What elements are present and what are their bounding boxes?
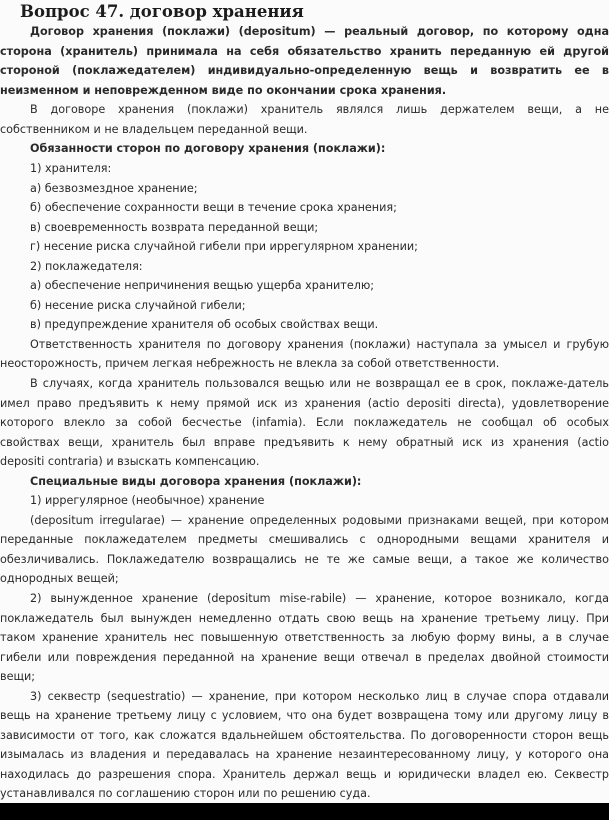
bottom-bar (0, 803, 609, 820)
paragraph-line: вещь на хранение третьему лицу с условием, что она будет возвращена тому или другому лицу в (0, 709, 609, 722)
paragraph-line: (depositum irregularae) — хранение определенных родовыми признаками вещей, при котором (30, 514, 609, 527)
paragraph-line: Договор хранения (поклажи) (depositum) — реальный договор, по которому одна (30, 25, 609, 38)
paragraph-line: Ответственность хранителя по договору хранения (поклажи) наступала за умысел и грубую (30, 338, 609, 351)
paragraph-line: 2) вынужденное хранение (depositum mise-rabile) — хранение, которое возникало, когда (30, 592, 609, 605)
list-item: б) несение риска случайной гибели; (30, 299, 246, 312)
list-item: 2) поклажедателя: (30, 260, 143, 273)
paragraph-line: поклажедатель был вынужден немедленно отдать свою вещь на хранение третьему лицу. При (0, 612, 609, 625)
list-item: 1) хранителя: (30, 162, 112, 175)
paragraph-line: изымалась из владения и передавалась на хранение незаинтересованному лицу, у которого она (0, 748, 609, 761)
paragraph-line: переданные поклажедателем предметы смешивались с однородными вещами хранителя и (0, 533, 609, 546)
paragraph-line: свойствах вещи, хранитель был вправе предъявить к нему обратный иск из хранения (actio (0, 436, 609, 449)
paragraph-line: гибели или повреждения переданной на хранение вещи отвечал в пределах двойной стоимости (0, 651, 609, 664)
paragraph-line: однородных вещей; (0, 572, 119, 585)
paragraph-line: неизменном и неповрежденном виде по окончании срока хранения. (0, 84, 447, 97)
paragraph-line: собственником и не владельцем переданной вещи. (0, 123, 308, 136)
paragraph-line: В договоре хранения (поклажи) хранитель являлся лишь держателем вещи, а не (30, 103, 609, 116)
paragraph-line: зависимости от того, как сложатся вдальнейшем обстоятельства. По договоренности сторон вещь (0, 729, 609, 742)
paragraph-line: стороной (поклажедателем) индивидуально-определенную вещь и возвратить ее в (0, 64, 609, 77)
paragraph-line: сторона (хранитель) принимала на себя обязательство хранить переданную ей другой (0, 45, 609, 58)
list-item: в) предупреждение хранителя об особых свойствах вещи. (30, 318, 379, 331)
section-heading: Обязанности сторон по договору хранения (поклажи): (30, 142, 386, 155)
paragraph-line: устанавливался по соглашению сторон или по решению суда. (0, 787, 371, 800)
page-title: Вопрос 47. договор хранения (20, 2, 304, 21)
paragraph-line: В случаях, когда хранитель пользовался вещью или не возвращал ее в срок, поклаже-датель (30, 377, 609, 390)
section-heading: Специальные виды договора хранения (поклажи): (30, 475, 362, 488)
paragraph-line: неосторожность, причем легкая небрежность не влекла за собой ответственности. (0, 357, 500, 370)
paragraph-line: которого влекло за собой бесчестье (infamia). Если поклажедатель не сообщал об особых (0, 416, 609, 429)
paragraph-line: таком хранение хранитель нес повышенную ответственность за любую форму вины, а в случае (0, 631, 609, 644)
paragraph-line: имел право предъявить к нему прямой иск из хранения (actio depositi directa), удовлетворение (0, 397, 609, 410)
list-item: а) обеспечение непричинения вещью ущерба хранителю; (30, 279, 375, 292)
list-item: 1) иррегулярное (необычное) хранение (30, 494, 265, 507)
paragraph-line: 3) секвестр (sequestratio) — хранение, при котором несколько лиц в случае спора отдавали (30, 690, 609, 703)
list-item: а) безвозмездное хранение; (30, 182, 198, 195)
paragraph-line: обезличивались. Поклажедателю возвращались не те же самые вещи, а такое же количество (0, 553, 609, 566)
list-item: г) несение риска случайной гибели при иррегулярном хранении; (30, 240, 418, 253)
list-item: в) своевременность возврата переданной вещи; (30, 221, 319, 234)
paragraph-line: depositi contraria) и взыскать компенсацию. (0, 455, 260, 468)
list-item: б) обеспечение сохранности вещи в течение срока хранения; (30, 201, 397, 214)
paragraph-line: вещи; (0, 670, 36, 683)
paragraph-line: находилась до разрешения спора. Хранитель держал вещь и юридически владел ею. Секвестр (0, 768, 609, 781)
